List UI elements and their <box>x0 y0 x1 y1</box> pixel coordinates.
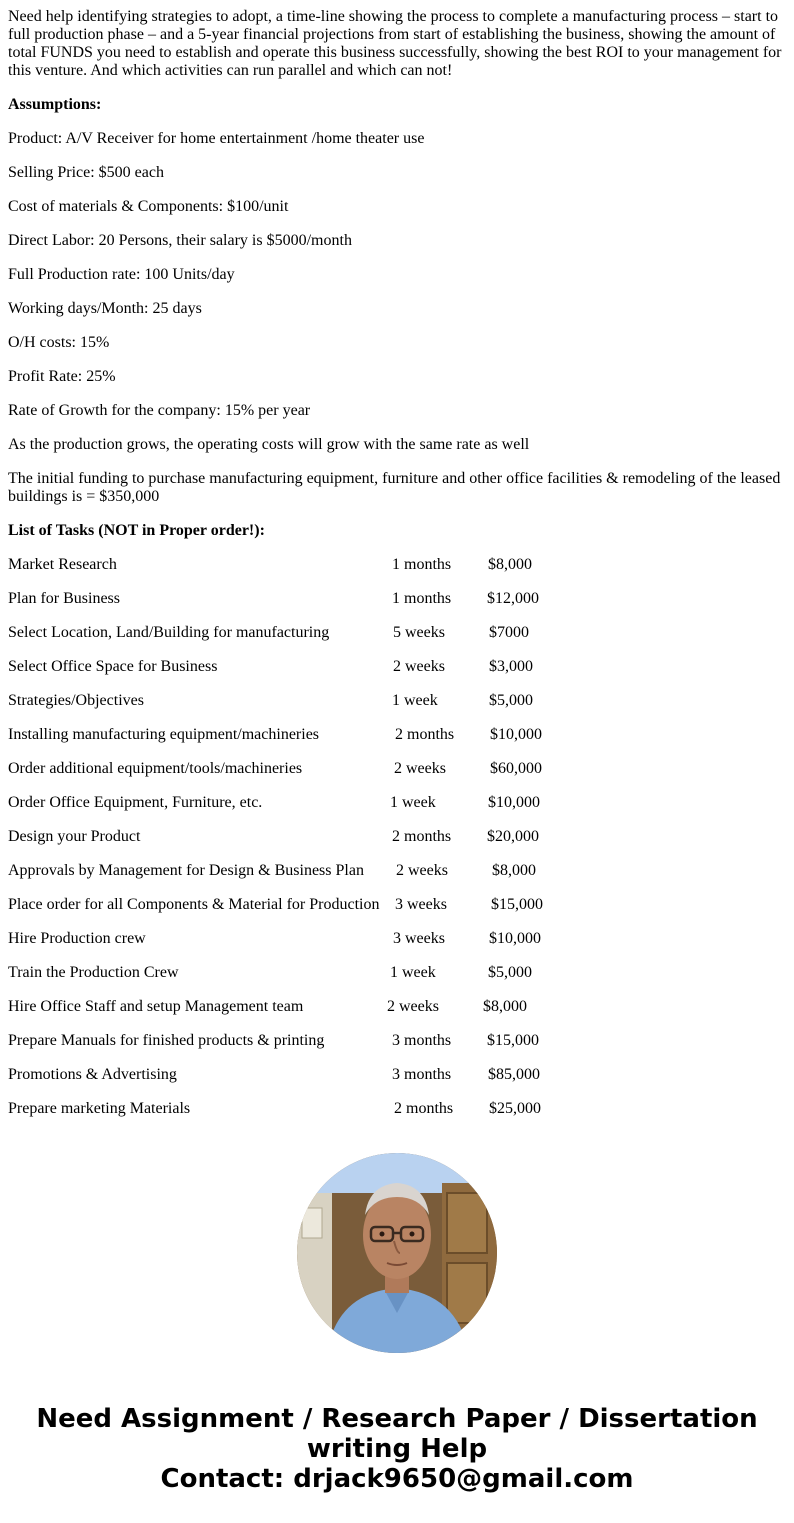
task-duration: 3 weeks <box>395 896 447 913</box>
author-avatar <box>297 1153 497 1353</box>
task-cost: $60,000 <box>490 760 542 777</box>
assumption-item: Cost of materials & Components: $100/unit <box>8 198 289 215</box>
task-row <box>8 930 786 948</box>
task-name: Order additional equipment/tools/machineries <box>8 760 303 777</box>
assumption-item: Direct Labor: 20 Persons, their salary is $5000/month <box>8 232 352 249</box>
task-row <box>8 726 786 744</box>
task-name: Hire Office Staff and setup Management team <box>8 998 304 1015</box>
promo-footer <box>0 1404 794 1494</box>
document-body <box>8 8 786 1134</box>
footer-line-1: Need Assignment / Research Paper / Dissertation <box>36 1404 758 1434</box>
assumption-item: Selling Price: $500 each <box>8 164 164 181</box>
assumption-item: Product: A/V Receiver for home entertainment /home theater use <box>8 130 425 147</box>
task-row <box>8 760 786 778</box>
task-cost: $25,000 <box>489 1100 541 1117</box>
task-duration: 5 weeks <box>393 624 445 641</box>
task-row <box>8 896 786 914</box>
tasks-list <box>8 556 786 1118</box>
task-name: Select Office Space for Business <box>8 658 218 675</box>
task-name: Prepare Manuals for finished products & printing <box>8 1032 325 1049</box>
assumption-item: O/H costs: 15% <box>8 334 110 351</box>
assumption-item: Profit Rate: 25% <box>8 368 116 385</box>
author-photo-image <box>297 1153 497 1353</box>
task-name: Prepare marketing Materials <box>8 1100 191 1117</box>
task-duration: 2 months <box>394 1100 454 1117</box>
task-duration: 1 months <box>392 556 452 573</box>
task-cost: $3,000 <box>489 658 533 675</box>
task-duration: 1 week <box>390 964 436 981</box>
assumption-item: The initial funding to purchase manufacturing equipment, furniture and other office facilities & remodeling of the leased buildings is = $350,000 <box>8 470 781 505</box>
task-row <box>8 964 786 982</box>
task-duration: 3 weeks <box>393 930 445 947</box>
task-row <box>8 862 786 880</box>
task-duration: 1 months <box>392 590 452 607</box>
tasks-heading: List of Tasks (NOT in Proper order!): <box>8 522 265 539</box>
footer-line-2: writing Help <box>306 1434 488 1464</box>
assumption-item: Rate of Growth for the company: 15% per year <box>8 402 311 419</box>
task-row <box>8 998 786 1016</box>
task-cost: $5,000 <box>488 964 532 981</box>
task-name: Installing manufacturing equipment/machineries <box>8 726 320 743</box>
task-duration: 2 weeks <box>396 862 448 879</box>
task-row <box>8 590 786 608</box>
task-row <box>8 1032 786 1050</box>
task-duration: 1 week <box>390 794 436 811</box>
task-name: Place order for all Components & Material for Production <box>8 896 380 913</box>
task-duration: 2 months <box>395 726 455 743</box>
task-duration: 2 weeks <box>394 760 446 777</box>
task-name: Strategies/Objectives <box>8 692 144 709</box>
task-duration: 3 months <box>392 1066 452 1083</box>
task-name: Market Research <box>8 556 117 573</box>
task-cost: $15,000 <box>491 896 543 913</box>
task-cost: $15,000 <box>487 1032 539 1049</box>
task-duration: 2 weeks <box>387 998 439 1015</box>
assumption-item: As the production grows, the operating costs will grow with the same rate as well <box>8 436 530 453</box>
task-cost: $7000 <box>489 624 529 641</box>
task-name: Train the Production Crew <box>8 964 179 981</box>
task-duration: 2 months <box>392 828 452 845</box>
task-name: Select Location, Land/Building for manufacturing <box>8 624 330 641</box>
task-cost: $10,000 <box>490 726 542 743</box>
task-cost: $10,000 <box>489 930 541 947</box>
task-row <box>8 794 786 812</box>
task-name: Hire Production crew <box>8 930 146 947</box>
assumptions-heading: Assumptions: <box>8 96 102 113</box>
task-duration: 2 weeks <box>393 658 445 675</box>
task-cost: $8,000 <box>483 998 527 1015</box>
task-row <box>8 556 786 574</box>
task-cost: $85,000 <box>488 1066 540 1083</box>
task-row <box>8 658 786 676</box>
task-row <box>8 1066 786 1084</box>
task-row <box>8 692 786 710</box>
task-cost: $8,000 <box>492 862 536 879</box>
assumptions-list <box>8 130 786 506</box>
footer-contact: Contact: drjack9650@gmail.com <box>160 1464 634 1494</box>
task-name: Order Office Equipment, Furniture, etc. <box>8 794 263 811</box>
task-row <box>8 1100 786 1118</box>
task-cost: $8,000 <box>488 556 532 573</box>
task-name: Approvals by Management for Design & Business Plan <box>8 862 364 879</box>
task-row <box>8 624 786 642</box>
assumption-item: Full Production rate: 100 Units/day <box>8 266 235 283</box>
task-cost: $12,000 <box>487 590 539 607</box>
task-duration: 3 months <box>392 1032 452 1049</box>
task-name: Plan for Business <box>8 590 120 607</box>
task-duration: 1 week <box>392 692 438 709</box>
task-name: Promotions & Advertising <box>8 1066 177 1083</box>
task-cost: $5,000 <box>489 692 533 709</box>
task-name: Design your Product <box>8 828 141 845</box>
assumption-item: Working days/Month: 25 days <box>8 300 202 317</box>
task-cost: $20,000 <box>487 828 539 845</box>
task-cost: $10,000 <box>488 794 540 811</box>
task-row <box>8 828 786 846</box>
intro-paragraph: Need help identifying strategies to adopt, a time-line showing the process to complete a manufacturing process – start to full production phase – and a 5-year financial projections from start of establishing the business, showing the amount of total FUNDS you need to establish and operate this business successfully, showing the best ROI to your management for this venture. And which activities can run parallel and which can not! <box>8 8 782 79</box>
